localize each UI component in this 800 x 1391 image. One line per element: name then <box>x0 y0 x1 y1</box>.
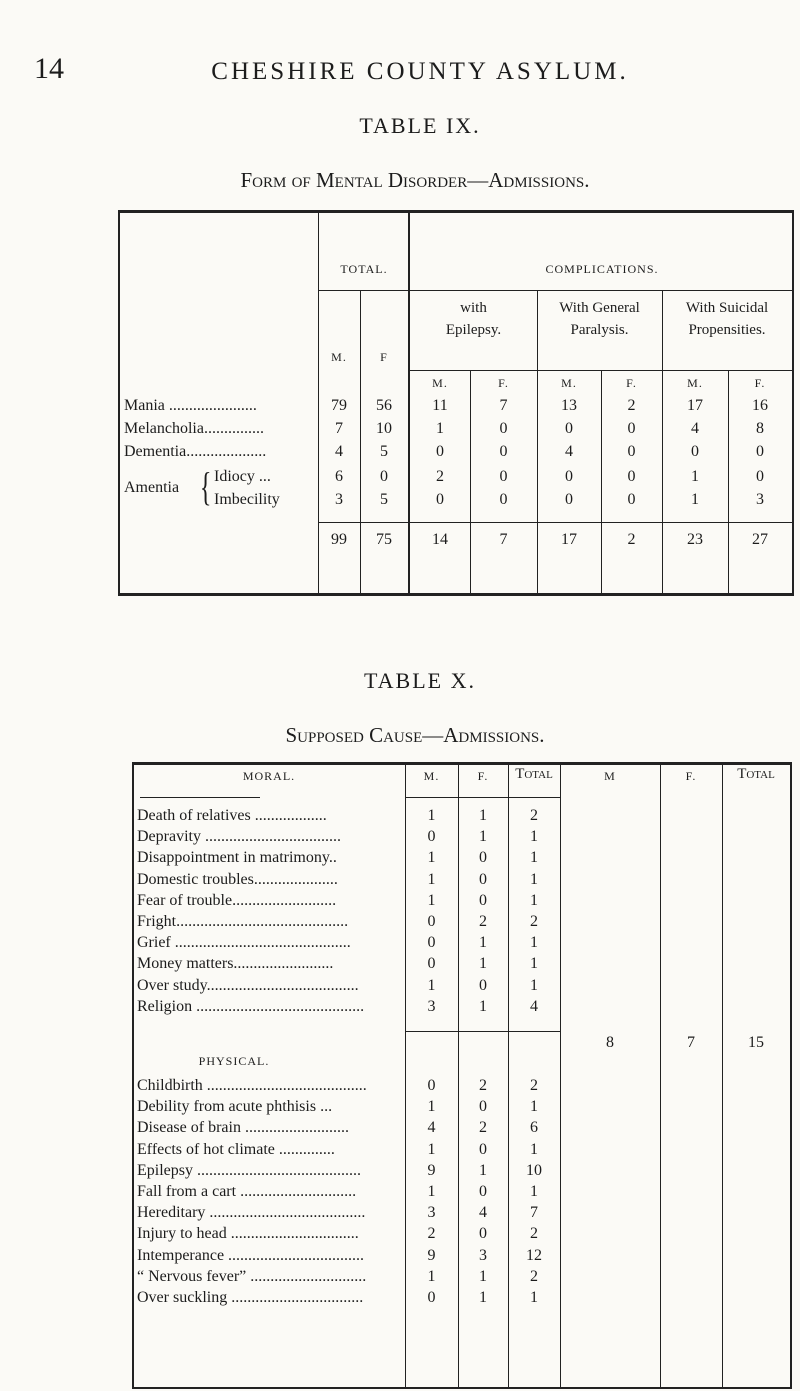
table-x-cell-f: 2 <box>479 1077 487 1094</box>
table-x-cell-m: 1 <box>427 807 436 824</box>
table-x-cell-m: 0 <box>427 1077 436 1094</box>
table-x-cell-m: 1 <box>427 870 436 888</box>
table-x-cell-t: 1 <box>530 1183 538 1200</box>
table-ix-cell-m: 3 <box>335 491 343 508</box>
table-x-cell-f: 0 <box>479 1225 487 1243</box>
table-x-row-label: Religion .......................................... <box>137 997 365 1015</box>
table-ix-cell-ep_f: 0 <box>499 491 508 508</box>
table-x-cell-m: 4 <box>427 1119 436 1137</box>
table-x-row-label: Over suckling ................................. <box>137 1289 364 1306</box>
table-x-row-label: Domestic troubles..................... <box>137 870 338 888</box>
table-x-row-label: Fall from a cart ............................. <box>137 1183 357 1200</box>
table-x-cell-f: 1 <box>479 1161 487 1179</box>
table-ix-cell-sp_m: 1 <box>691 468 699 485</box>
table-x-cell-t: 2 <box>530 1267 538 1285</box>
table-x-cell-f: 1 <box>479 1289 487 1306</box>
f2-header: F. <box>685 769 697 783</box>
table-ix-total-gp_m: 17 <box>561 531 577 548</box>
table-x-cell-t: 2 <box>530 807 538 824</box>
f-header: F. <box>477 769 489 783</box>
gp-m-header: M. <box>561 376 577 390</box>
table-x-subtitle: Supposed Cause—Admissions. <box>285 723 545 747</box>
table-ix-cell-m: 7 <box>335 420 343 437</box>
table-ix-cell-ep_f: 0 <box>499 420 508 437</box>
table-ix-cell-sp_m: 0 <box>691 443 699 460</box>
epilepsy-m-header: M. <box>432 376 448 390</box>
table-x-cell-f: 0 <box>479 1140 487 1158</box>
table-x-cell-m: 2 <box>427 1225 436 1243</box>
table-x-cell-t: 1 <box>530 828 538 846</box>
table-ix-cell-gp_f: 2 <box>627 397 636 414</box>
table-ix-total-sp_f: 27 <box>752 531 768 548</box>
table-x-cell-t: 1 <box>530 891 538 909</box>
table-x-cell-f: 4 <box>479 1204 487 1222</box>
table-x-cell-f: 1 <box>479 1267 487 1285</box>
table-ix-cell-f: 56 <box>376 397 392 414</box>
table-x-cell-t: 1 <box>530 870 538 888</box>
table-x-row-label: Depravity .................................. <box>137 828 341 846</box>
suicidal-header-line1: With Suicidal <box>685 300 769 316</box>
table-x-cell-f: 3 <box>479 1246 487 1264</box>
table-x-row-label: Disappointment in matrimony.. <box>137 849 337 867</box>
suicidal-header-line2: Propensities. <box>688 322 766 338</box>
table-ix-cell-gp_m: 0 <box>565 420 573 437</box>
table-ix-cell-gp_f: 0 <box>627 443 636 460</box>
table-x-cell-t: 7 <box>530 1204 538 1222</box>
table-ix-cell-m: 6 <box>335 468 343 485</box>
table-x-cell-m: 0 <box>427 955 436 973</box>
table-x-row-label: Fear of trouble.......................... <box>137 891 337 909</box>
table-ix-row-label: Imbecility <box>214 491 280 508</box>
table-x-cell-f: 2 <box>479 1119 487 1137</box>
total-f-header: F <box>380 350 388 364</box>
table-ix-total-sp_m: 23 <box>687 531 703 548</box>
table-ix-total-f: 75 <box>376 531 392 548</box>
table-ix-row-label: Melancholia............... <box>124 420 264 437</box>
table-ix-cell-ep_f: 0 <box>499 443 508 460</box>
table-ix-total-m: 99 <box>331 531 347 548</box>
table-ix-cell-ep_m: 11 <box>432 397 448 414</box>
table-ix-cell-ep_m: 0 <box>436 443 444 460</box>
total-header: Total <box>515 766 553 782</box>
table-x-row-label: Grief ............................................ <box>137 934 351 952</box>
table-ix-cell-gp_m: 0 <box>565 468 573 485</box>
table-x-cell-m: 9 <box>427 1161 436 1179</box>
table-x-cell-f: 0 <box>479 1183 487 1200</box>
table-x-row-label: Fright........................................... <box>137 913 349 930</box>
table-x-cell-m: 3 <box>427 1204 436 1222</box>
table-ix-cell-gp_f: 0 <box>627 420 636 437</box>
table-x-cell-f: 1 <box>479 828 487 846</box>
general-paralysis-header-line1: With General <box>559 300 640 316</box>
moral-total-f: 7 <box>687 1034 695 1051</box>
total2-header: Total <box>737 766 775 782</box>
table-ix-total-gp_f: 2 <box>627 531 636 548</box>
table-x-row-label: Intemperance .................................. <box>137 1246 365 1264</box>
table-x-row-label: Effects of hot climate .............. <box>137 1140 335 1158</box>
table-x-cell-m: 0 <box>427 934 436 952</box>
table-ix-cell-gp_m: 0 <box>565 491 573 508</box>
table-ix-cell-ep_f: 0 <box>499 468 508 485</box>
table-ix-cell-sp_f: 16 <box>752 397 768 414</box>
table-ix-total-ep_m: 14 <box>432 531 448 548</box>
table-ix-cell-sp_f: 0 <box>756 443 764 460</box>
table-x-cell-m: 1 <box>427 1098 436 1116</box>
table-ix-cell-f: 10 <box>376 420 392 437</box>
sp-f-header: F. <box>754 376 766 390</box>
table-ix-cell-ep_m: 2 <box>436 468 444 485</box>
table-x-row-label: Money matters......................... <box>137 955 334 973</box>
table-ix-row-label: Mania ...................... <box>124 397 257 414</box>
table-x-row-label: Hereditary ....................................... <box>137 1204 366 1222</box>
table-x-cell-f: 0 <box>479 1098 487 1116</box>
table-ix-cell-sp_f: 8 <box>756 420 764 437</box>
table-x-row-label: “ Nervous fever” ............................. <box>137 1267 367 1285</box>
moral-total-m: 8 <box>606 1034 614 1051</box>
table-x-cell-m: 0 <box>427 828 436 846</box>
table-ix-cell-m: 4 <box>335 443 343 460</box>
table-x-cell-t: 4 <box>530 997 538 1015</box>
table-x-cell-t: 1 <box>530 1140 538 1158</box>
table-ix-cell-sp_m: 1 <box>691 491 699 508</box>
physical-header: PHYSICAL. <box>198 1054 270 1068</box>
table-x-cell-m: 1 <box>427 1183 436 1200</box>
table-ix-cell-gp_m: 13 <box>561 397 577 414</box>
general-paralysis-header-line2: Paralysis. <box>570 322 629 338</box>
table-x-row-label: Injury to head ................................ <box>137 1225 359 1243</box>
brace-icon: { <box>199 464 212 509</box>
table-x-cell-f: 2 <box>479 913 487 930</box>
table-x-cell-f: 0 <box>479 891 487 909</box>
table-x-cell-t: 6 <box>530 1119 538 1137</box>
sp-m-header: M. <box>687 376 703 390</box>
table-x-cell-f: 0 <box>479 870 487 888</box>
table-x-cell-m: 1 <box>427 849 436 867</box>
table-x-cell-m: 1 <box>427 976 436 994</box>
gp-f-header: F. <box>626 376 637 390</box>
table-ix-cell-f: 0 <box>380 468 388 485</box>
table-x-cell-f: 1 <box>479 934 487 952</box>
table-ix-cell-ep_m: 0 <box>436 491 444 508</box>
table-x-cell-t: 1 <box>530 955 538 973</box>
table-ix-row-label: Dementia.................... <box>124 443 267 460</box>
epilepsy-header-line1: with <box>460 300 487 316</box>
table-ix-cell-sp_f: 0 <box>756 468 764 485</box>
table-ix-cell-gp_f: 0 <box>627 491 636 508</box>
table-ix-cell-gp_m: 4 <box>565 443 573 460</box>
running-head: CHESHIRE COUNTY ASYLUM. <box>211 58 629 85</box>
table-ix-cell-sp_f: 3 <box>756 491 764 508</box>
table-x-title: TABLE X. <box>363 668 476 693</box>
table-ix-cell-f: 5 <box>380 443 388 460</box>
table-x-row-label: Death of relatives .................. <box>137 807 327 824</box>
table-x-cell-t: 2 <box>530 1225 538 1243</box>
epilepsy-f-header: F. <box>498 376 509 390</box>
table-ix-cell-sp_m: 4 <box>691 420 699 437</box>
table-x-cell-m: 1 <box>427 1140 436 1158</box>
table-x-row-label: Epilepsy ......................................... <box>137 1161 361 1179</box>
table-ix-cell-sp_m: 17 <box>687 397 703 414</box>
table-x-row-label: Childbirth ........................................ <box>137 1077 367 1094</box>
table-ix-title: TABLE IX. <box>359 113 481 138</box>
table-x-cell-m: 0 <box>427 1289 436 1306</box>
table-x-cell-m: 1 <box>427 891 436 909</box>
table-x-cell-t: 1 <box>530 1289 538 1306</box>
m-header: M. <box>423 769 440 783</box>
table-x-cell-t: 1 <box>530 849 538 867</box>
table-x-cell-t: 1 <box>530 976 538 994</box>
table-x-cell-f: 1 <box>479 807 487 824</box>
table-x-cell-m: 3 <box>427 997 436 1015</box>
table-x-cell-f: 0 <box>479 849 487 867</box>
epilepsy-header-line2: Epilepsy. <box>445 322 502 338</box>
table-ix-subtitle: Form of Mental Disorder—Admissions. <box>240 168 590 192</box>
table-x-cell-m: 1 <box>427 1267 436 1285</box>
total-header: TOTAL. <box>340 262 388 276</box>
table-x-cell-m: 9 <box>427 1246 436 1264</box>
table-x-cell-t: 2 <box>530 1077 538 1094</box>
table-x-row-label: Debility from acute phthisis ... <box>137 1098 333 1116</box>
table-ix-cell-f: 5 <box>380 491 388 508</box>
moral-header: MORAL. <box>242 769 296 783</box>
m2-header: M <box>604 769 616 783</box>
table-x-cell-t: 12 <box>526 1246 542 1264</box>
table-ix-cell-m: 79 <box>331 397 347 414</box>
table-x-cell-m: 0 <box>427 913 436 930</box>
amentia-label: Amentia <box>124 479 180 496</box>
table-x-row-label: Disease of brain .......................... <box>137 1119 349 1137</box>
table-ix-total-ep_f: 7 <box>499 531 508 548</box>
total-m-header: M. <box>331 350 347 364</box>
table-x-cell-f: 1 <box>479 997 487 1015</box>
table-x-cell-t: 1 <box>530 1098 538 1116</box>
table-x-row-label: Over study...................................... <box>137 976 359 994</box>
table-ix-cell-ep_f: 7 <box>499 397 508 414</box>
table-ix-cell-ep_m: 1 <box>436 420 444 437</box>
table-ix-cell-gp_f: 0 <box>627 468 636 485</box>
page-number: 14 <box>34 52 64 85</box>
table-ix-row-label: Idiocy ... <box>214 468 271 485</box>
table-x-cell-f: 0 <box>479 976 487 994</box>
table-x-cell-t: 10 <box>526 1161 542 1179</box>
complications-header: COMPLICATIONS. <box>545 262 659 276</box>
moral-total-t: 15 <box>748 1034 764 1051</box>
table-x-cell-t: 2 <box>530 913 538 930</box>
table-x-cell-f: 1 <box>479 955 487 973</box>
table-x-cell-t: 1 <box>530 934 538 952</box>
